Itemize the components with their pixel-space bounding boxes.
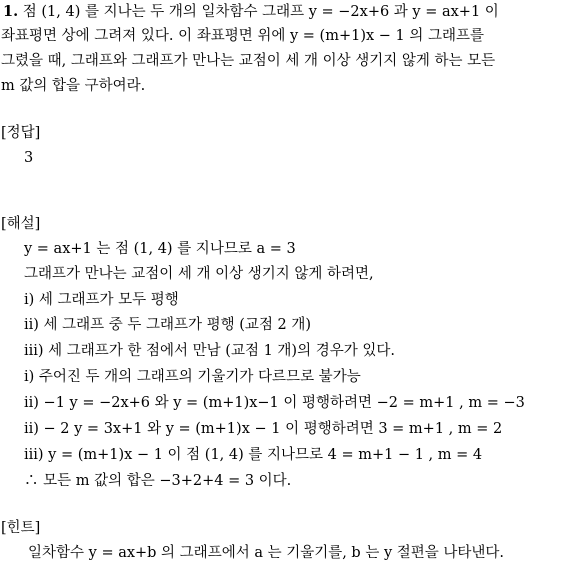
- solution-line-6: i) 주어진 두 개의 그래프의 기울기가 다르므로 불가능: [24, 369, 361, 385]
- problem-line-3: 그렸을 때, 그래프와 그래프가 만나는 교점이 세 개 이상 생기지 않게 하는 모든: [1, 53, 496, 69]
- solution-heading: [해설]: [1, 216, 41, 232]
- solution-line-8: ii) − 2 y = 3x+1 와 y = (m+1)x − 1 이 평행하려면 3 = m+1 , m = 2: [24, 421, 503, 437]
- hint-text: 일차함수 y = ax+b 의 그래프에서 a 는 기울기를, b 는 y 절편을 나타낸다.: [28, 545, 505, 561]
- solution-line-5: iii) 세 그래프가 한 점에서 만남 (교점 1 개)의 경우가 있다.: [24, 343, 395, 359]
- solution-line-2: 그래프가 만나는 교점이 세 개 이상 생기지 않게 하려면,: [24, 266, 374, 282]
- solution-line-7: ii) −1 y = −2x+6 와 y = (m+1)x−1 이 평행하려면 −2 = m+1 , m = −3: [24, 395, 525, 411]
- solution-line-3: i) 세 그래프가 모두 평행: [24, 292, 179, 308]
- solution-line-1: y = ax+1 는 점 (1, 4) 를 지나므로 a = 3: [24, 241, 296, 257]
- problem-line-1: [3, 2, 499, 22]
- problem-text-1: 점 (1, 4) 를 지나는 두 개의 일차함수 그래프 y = −2x+6 과 y = ax+1 이: [22, 4, 499, 20]
- answer-value: 3: [24, 150, 34, 166]
- problem-line-2: 좌표평면 상에 그려져 있다. 이 좌표평면 위에 y = (m+1)x − 1 의 그래프를: [1, 28, 485, 44]
- solution-line-4: ii) 세 그래프 중 두 그래프가 평행 (교점 2 개): [24, 317, 312, 333]
- problem-line-4: m 값의 합을 구하여라.: [1, 78, 146, 94]
- solution-line-9: iii) y = (m+1)x − 1 이 점 (1, 4) 를 지나므로 4 = m+1 − 1 , m = 4: [24, 447, 483, 463]
- hint-heading: [힌트]: [1, 520, 41, 536]
- problem-number: 1.: [3, 3, 19, 20]
- solution-conclusion: ∴ 모든 m 값의 합은 −3+2+4 = 3 이다.: [24, 473, 292, 489]
- answer-heading: [정답]: [1, 125, 41, 141]
